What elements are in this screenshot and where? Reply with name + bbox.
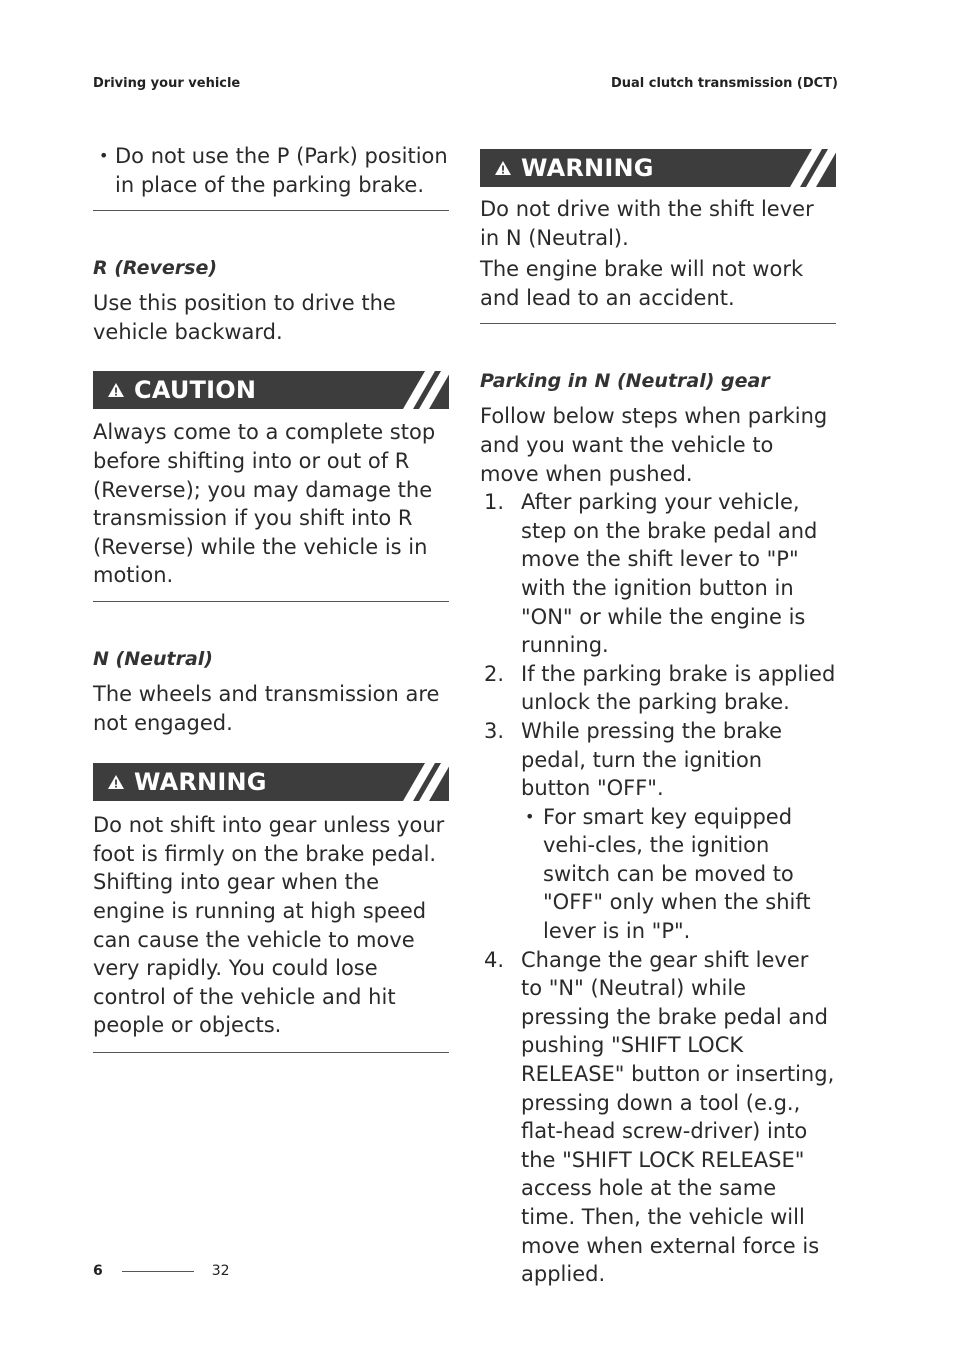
- neutral-text: The wheels and transmission are not engaged.: [93, 681, 440, 735]
- warning-label: WARNING: [521, 154, 654, 182]
- step-text: After parking your vehicle, step on the brake pedal and move the shift lever to "P" with the ignition button in "ON" or while the engine is running.: [521, 490, 818, 658]
- warning-triangle-icon: [107, 382, 125, 398]
- divider: [93, 210, 449, 211]
- caution-label: CAUTION: [134, 376, 257, 405]
- reverse-text: Use this position to drive the vehicle backward.: [93, 291, 396, 344]
- caution-banner: [93, 371, 449, 409]
- page-number: 32: [211, 1263, 230, 1279]
- slash-stripes-icon: [389, 763, 449, 801]
- parking-steps: [484, 488, 836, 1289]
- warning-label: WARNING: [134, 768, 267, 797]
- footer-divider: [122, 1271, 194, 1272]
- step-number: 2.: [484, 661, 505, 686]
- warning-text: The engine brake will not work and lead to an accident.: [480, 257, 804, 310]
- page-footer: [93, 1263, 230, 1279]
- parking-heading: Parking in N (Neutral) gear: [480, 370, 770, 393]
- step-sub-bullet: • For smart key equipped vehi-cles, the ignition switch can be moved to "OFF" only when the shift lever is in "P".: [521, 803, 836, 946]
- park-bullet: • Do not use the P (Park) position in place of the parking brake.: [93, 142, 449, 199]
- list-item: [484, 488, 836, 660]
- step-text: If the parking brake is applied unlock the parking brake.: [521, 661, 836, 715]
- warning-text: Do not drive with the shift lever in N (Neutral).: [480, 197, 814, 250]
- slash-stripes-icon: [389, 371, 449, 409]
- reverse-heading: R (Reverse): [93, 257, 218, 280]
- divider: [93, 1052, 449, 1053]
- warning-triangle-icon: [494, 160, 512, 176]
- step-number: 1.: [484, 490, 505, 515]
- list-item: [484, 946, 836, 1289]
- divider: [93, 601, 449, 602]
- parking-intro: Follow below steps when parking and you want the vehicle to move when pushed.: [480, 404, 828, 486]
- warning-banner: [93, 763, 449, 801]
- header-section-title: Driving your vehicle: [93, 76, 241, 91]
- right-column: [480, 149, 836, 1289]
- chapter-number: 6: [93, 1263, 103, 1279]
- list-item: [484, 717, 836, 946]
- list-item: [484, 660, 836, 717]
- caution-text: Always come to a complete stop before shifting into or out of R (Reverse); you may damage the transmission if you shift into R (Reverse) while the vehicle is in motion.: [93, 420, 436, 588]
- divider: [480, 323, 836, 324]
- slash-stripes-icon: [776, 149, 836, 187]
- neutral-heading: N (Neutral): [93, 647, 213, 670]
- warning-triangle-icon: [107, 774, 125, 790]
- step-text: While pressing the brake pedal, turn the ignition button "OFF".: [521, 718, 783, 801]
- warning-text: Do not shift into gear unless your foot is firmly on the brake pedal. Shifting into gear when the engine is running at high speed can cause the vehicle to move very rapidly. You could lose control of the vehicle and hit people or objects.: [93, 813, 445, 1038]
- left-column: [93, 142, 449, 1053]
- step-text: Change the gear shift lever to "N" (Neutral) while pressing the brake pedal and pushing "SHIFT LOCK RELEASE" button or inserting, pressing down a tool (e.g., flat-head screw-driver) into the "SHIFT LOCK RELEASE" access hole at the same time. Then, the vehicle will move when external force is applied.: [521, 947, 835, 1287]
- warning-banner: [480, 149, 836, 187]
- header-chapter-title: Dual clutch transmission (DCT): [610, 76, 838, 91]
- step-number: 3.: [484, 718, 505, 743]
- step-number: 4.: [484, 947, 505, 972]
